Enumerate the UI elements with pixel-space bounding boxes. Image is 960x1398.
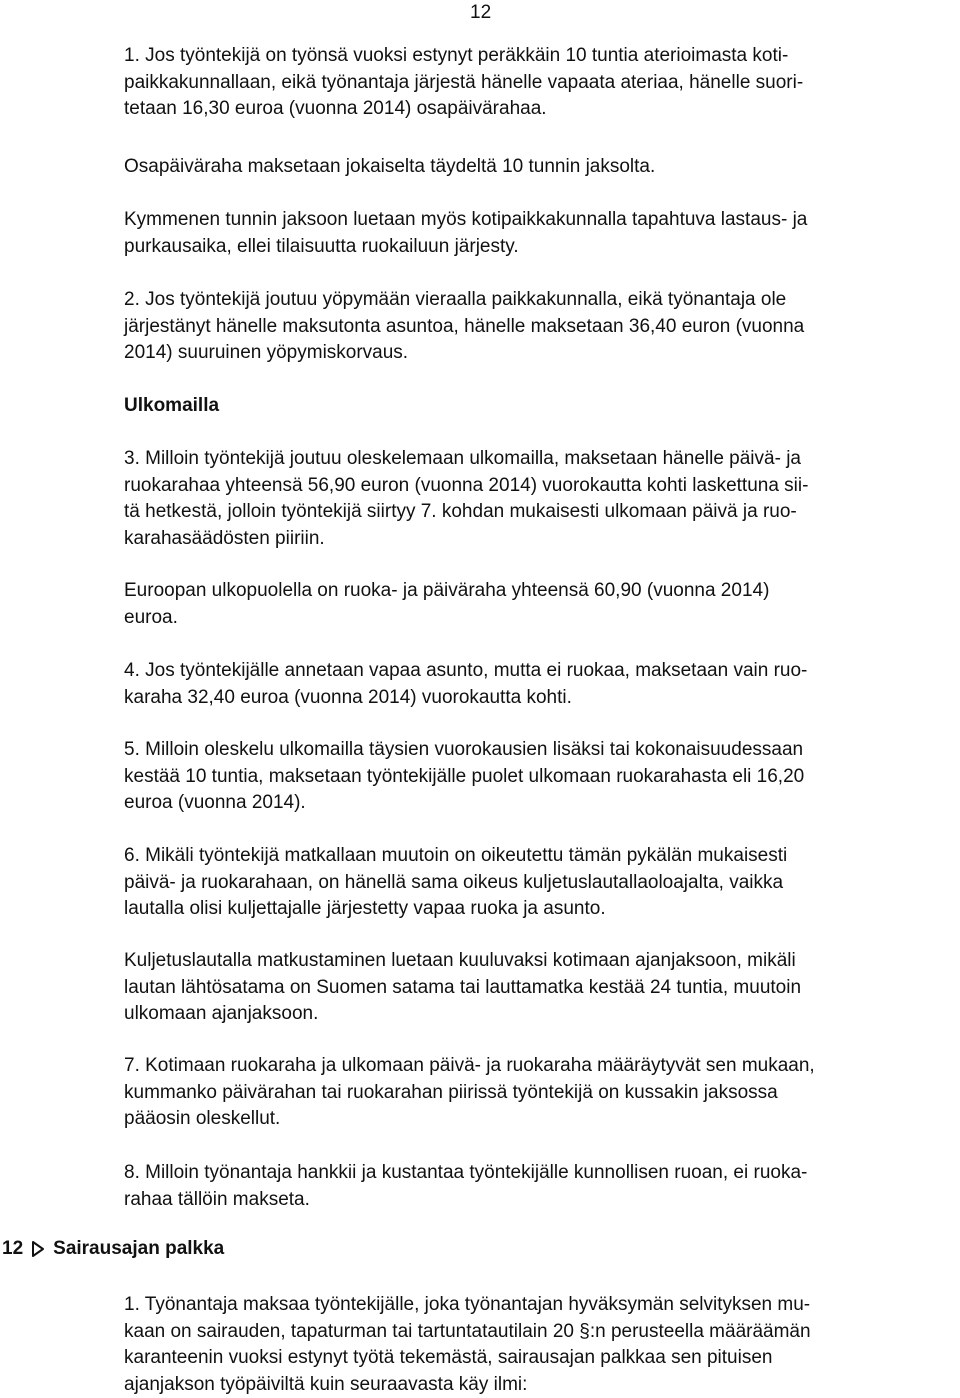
paragraph-meal-allowance: 1. Jos työntekijä on työnsä vuoksi estynyt peräkkäin 10 tuntia aterioimasta koti- paikkakunnallaan, eikä työnantaja järjestä hänelle vapaata ateriaa, hänelle suori- tetaan 16,30 euroa (vuonna 2014) osapäivärahaa. [124,45,804,119]
paragraph-allowance-determination: 7. Kotimaan ruokaraha ja ulkomaan päivä- ja ruokaraha määräytyvät sen mukaan, kummanko päivärahan tai ruokarahan piirissä työntekijä on kussakin jaksossa pääosin oleskellut. [124,1055,815,1129]
paragraph-abroad-allowance: 3. Milloin työntekijä joutuu oleskelemaan ulkomailla, maksetaan hänelle päivä- ja ruokarahaa yhteensä 56,90 euron (vuonna 2014) vuorokautta kohti laskettuna sii- tä hetkestä, jolloin työntekijä siirtyy 7. kohdan mukaisesti ulkomaan päivä ja ruo- karahasäädösten piiriin. [124,448,809,549]
page-number: 12 [470,2,492,23]
section-title: Sairausajan palkka [53,1238,225,1259]
paragraph-free-housing: 4. Jos työntekijälle annetaan vapaa asunto, mutta ei ruokaa, maksetaan vain ruo- karaha 32,40 euroa (vuonna 2014) vuorokautta kohti. [124,660,808,708]
paragraph-outside-europe: Euroopan ulkopuolella on ruoka- ja päiväraha yhteensä 60,90 (vuonna 2014) euroa. [124,580,770,628]
paragraph-ferry-entitlement: 6. Mikäli työntekijä matkallaan muutoin on oikeutettu tämän pykälän mukaisesti päivä- ja ruokarahaan, on hänellä sama oikeus kuljetuslautallaoloajalta, vaikka lautalla olisi kuljettajalle järjestetty vapaa ruoka ja asunto. [124,845,788,919]
paragraph-half-allowance: 5. Milloin oleskelu ulkomailla täysien vuorokausien lisäksi tai kokonaisuudessaan kestää 10 tuntia, maksetaan työntekijälle puolet ulkomaan ruokarahasta eli 16,20 euroa (vuonna 2014). [124,739,805,813]
triangle-arrow-icon [31,1239,45,1259]
heading-abroad: Ulkomailla [124,395,220,416]
section-heading [2,1236,224,1262]
section-number: 12 [2,1238,24,1259]
paragraph-partial-allowance: Osapäiväraha maksetaan jokaiselta täydeltä 10 tunnin jaksolta. [124,156,656,177]
paragraph-sick-pay: 1. Työnantaja maksaa työntekijälle, joka työnantajan hyväksymän selvityksen mu- kaan on sairauden, tapaturman tai tartuntatautilain 20 §:n perusteella määräämän karanteenin vuoksi estynyt työtä tekemästä, sairausajan palkkaa sen pituisen ajanjakson työpäiviltä kuin seuraavasta käy ilmi: [124,1294,811,1395]
paragraph-employer-provided-food: 8. Milloin työnantaja hankkii ja kustantaa työntekijälle kunnollisen ruoan, ei ruoka- rahaa tällöin makseta. [124,1162,808,1210]
paragraph-ferry-travel: Kuljetuslautalla matkustaminen luetaan kuuluvaksi kotimaan ajanjaksoon, mikäli lautan lähtösatama on Suomen satama tai lauttamatka kestää 24 tuntia, muutoin ulkomaan ajanjaksoon. [124,950,802,1024]
paragraph-overnight-compensation: 2. Jos työntekijä joutuu yöpymään vieraalla paikkakunnalla, eikä työnantaja ole järjestänyt hänelle maksutonta asuntoa, hänelle maksetaan 36,40 euron (vuonna 2014) suuruinen yöpymiskorvaus. [124,289,805,363]
paragraph-ten-hour-period: Kymmenen tunnin jaksoon luetaan myös kotipaikkakunnalla tapahtuva lastaus- ja purkausaika, ellei tilaisuutta ruokailuun järjesty. [124,209,808,257]
